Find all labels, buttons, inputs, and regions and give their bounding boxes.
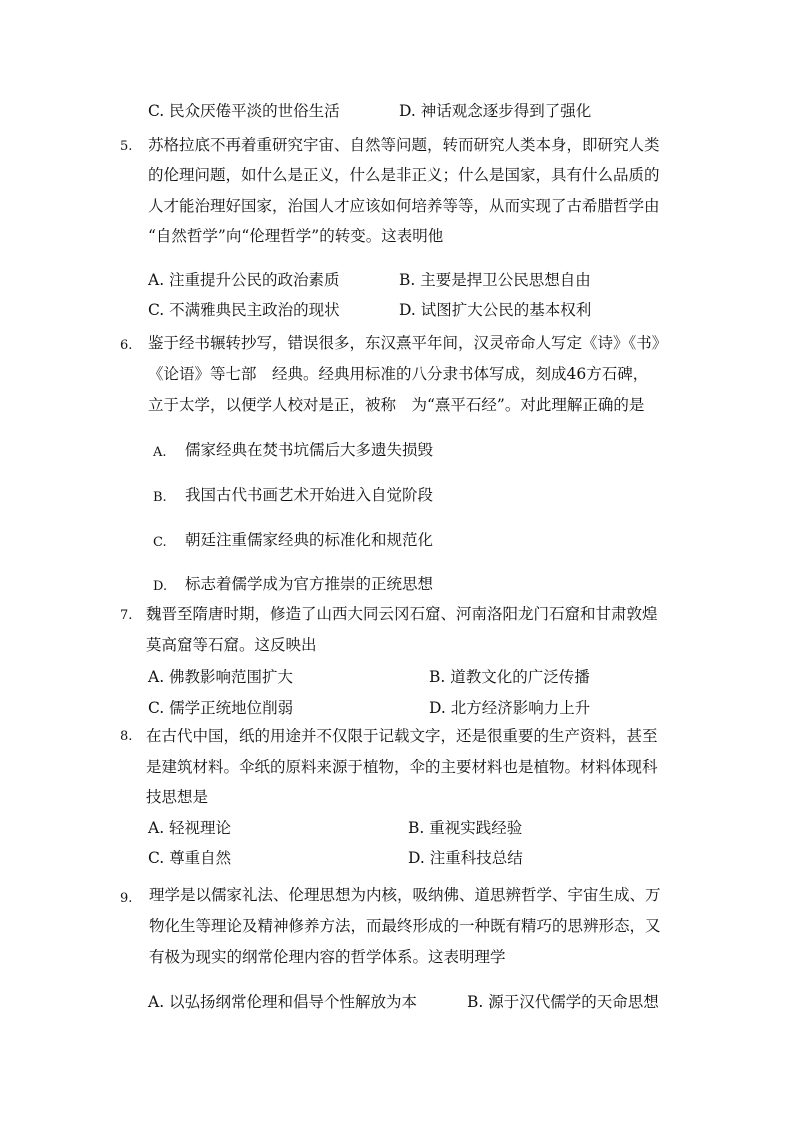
q6-number: 6. [120, 338, 133, 353]
q4-option-d: D. 神话观念逐步得到了强化 [399, 102, 592, 120]
q7-number: 7. [120, 608, 133, 623]
q8-option-c: C. 尊重自然 [148, 849, 232, 867]
q8-stem-line: 是建筑材料。伞纸的原料来源于植物，伞的主要材料也是植物。材料体现科 [146, 758, 658, 776]
q6-option-c-text: 朝廷注重儒家经典的标准化和规范化 [185, 531, 434, 549]
q5-stem-line: 苏格拉底不再着重研究宇宙、自然等问题，转而研究人类本身，即研究人类 [148, 136, 660, 154]
q6-stem-line: 《论语》等七部 经典。经典用标准的八分隶书体写成，刻成46方石碑， [148, 365, 649, 383]
q9-number: 9. [120, 891, 133, 906]
q6-stem-line: 立于太学，以便学人校对是正，被称 为“熹平石经”。对此理解正确的是 [148, 396, 645, 414]
q7-stem-line: 莫高窟等石窟。这反映出 [146, 636, 317, 654]
q5-option-c: C. 不满雅典民主政治的现状 [148, 301, 340, 319]
q5-stem-line: 的伦理问题，如什么是正义，什么是非正义；什么是国家，具有什么品质的 [148, 166, 660, 184]
q6-option-d-text: 标志着儒学成为官方推崇的正统思想 [185, 575, 434, 593]
q6-option-a-text: 儒家经典在焚书坑儒后大多遗失损毁 [185, 441, 434, 459]
q5-stem-line: 人才能治理好国家，治国人才应该如何培养等等，从而实现了古希腊哲学由 [148, 197, 660, 215]
q9-stem-line: 理学是以儒家礼法、伦理思想为内核，吸纳佛、道思辨哲学、宇宙生成、万 [149, 886, 661, 904]
q6-stem-line: 鉴于经书辗转抄写，错误很多，东汉熹平年间，汉灵帝命人写定《诗》《书》 [148, 334, 668, 352]
q8-stem-line: 在古代中国，纸的用途并不仅限于记载文字，还是很重要的生产资料，甚至 [146, 727, 658, 745]
q9-stem-line: 物化生等理论及精神修养方法，而最终形成的一种既有精巧的思辨形态，又 [149, 917, 661, 935]
q5-option-b: B. 主要是捍卫公民思想自由 [399, 271, 591, 289]
q6-option-b-text: 我国古代书画艺术开始进入自觉阶段 [185, 486, 434, 504]
q7-option-c: C. 儒学正统地位削弱 [148, 699, 294, 717]
q7-option-b: B. 道教文化的广泛传播 [429, 668, 590, 686]
q6-option-c-letter: C. [153, 535, 167, 550]
q9-stem-line: 有极为现实的纲常伦理内容的哲学体系。这表明理学 [149, 948, 506, 966]
q5-option-a: A. 注重提升公民的政治素质 [148, 271, 340, 289]
q7-option-a: A. 佛教影响范围扩大 [148, 668, 294, 686]
q4-option-c: C. 民众厌倦平淡的世俗生活 [148, 102, 340, 120]
q9-option-a: A. 以弘扬纲常伦理和倡导个性解放为本 [148, 993, 418, 1011]
q6-option-b-letter: B. [153, 490, 167, 505]
q5-stem-line: “自然哲学”向“伦理哲学”的转变。这表明他 [148, 227, 444, 245]
q9-option-b: B. 源于汉代儒学的天命思想 [467, 993, 659, 1011]
q8-option-a: A. 轻视理论 [148, 819, 232, 837]
q8-option-b: B. 重视实践经验 [408, 819, 523, 837]
q6-option-a-letter: A. [153, 445, 167, 460]
q8-option-d: D. 注重科技总结 [408, 849, 523, 867]
q6-option-d-letter: D. [153, 579, 168, 594]
q7-stem-line: 魏晋至隋唐时期，修造了山西大同云冈石窟、河南洛阳龙门石窟和甘肃敦煌 [146, 605, 658, 623]
q5-option-d: D. 试图扩大公民的基本权利 [399, 301, 592, 319]
q8-number: 8. [120, 729, 133, 744]
q8-stem-line: 技思想是 [146, 788, 209, 806]
q5-number: 5. [120, 139, 133, 154]
q7-option-d: D. 北方经济影响力上升 [429, 699, 591, 717]
